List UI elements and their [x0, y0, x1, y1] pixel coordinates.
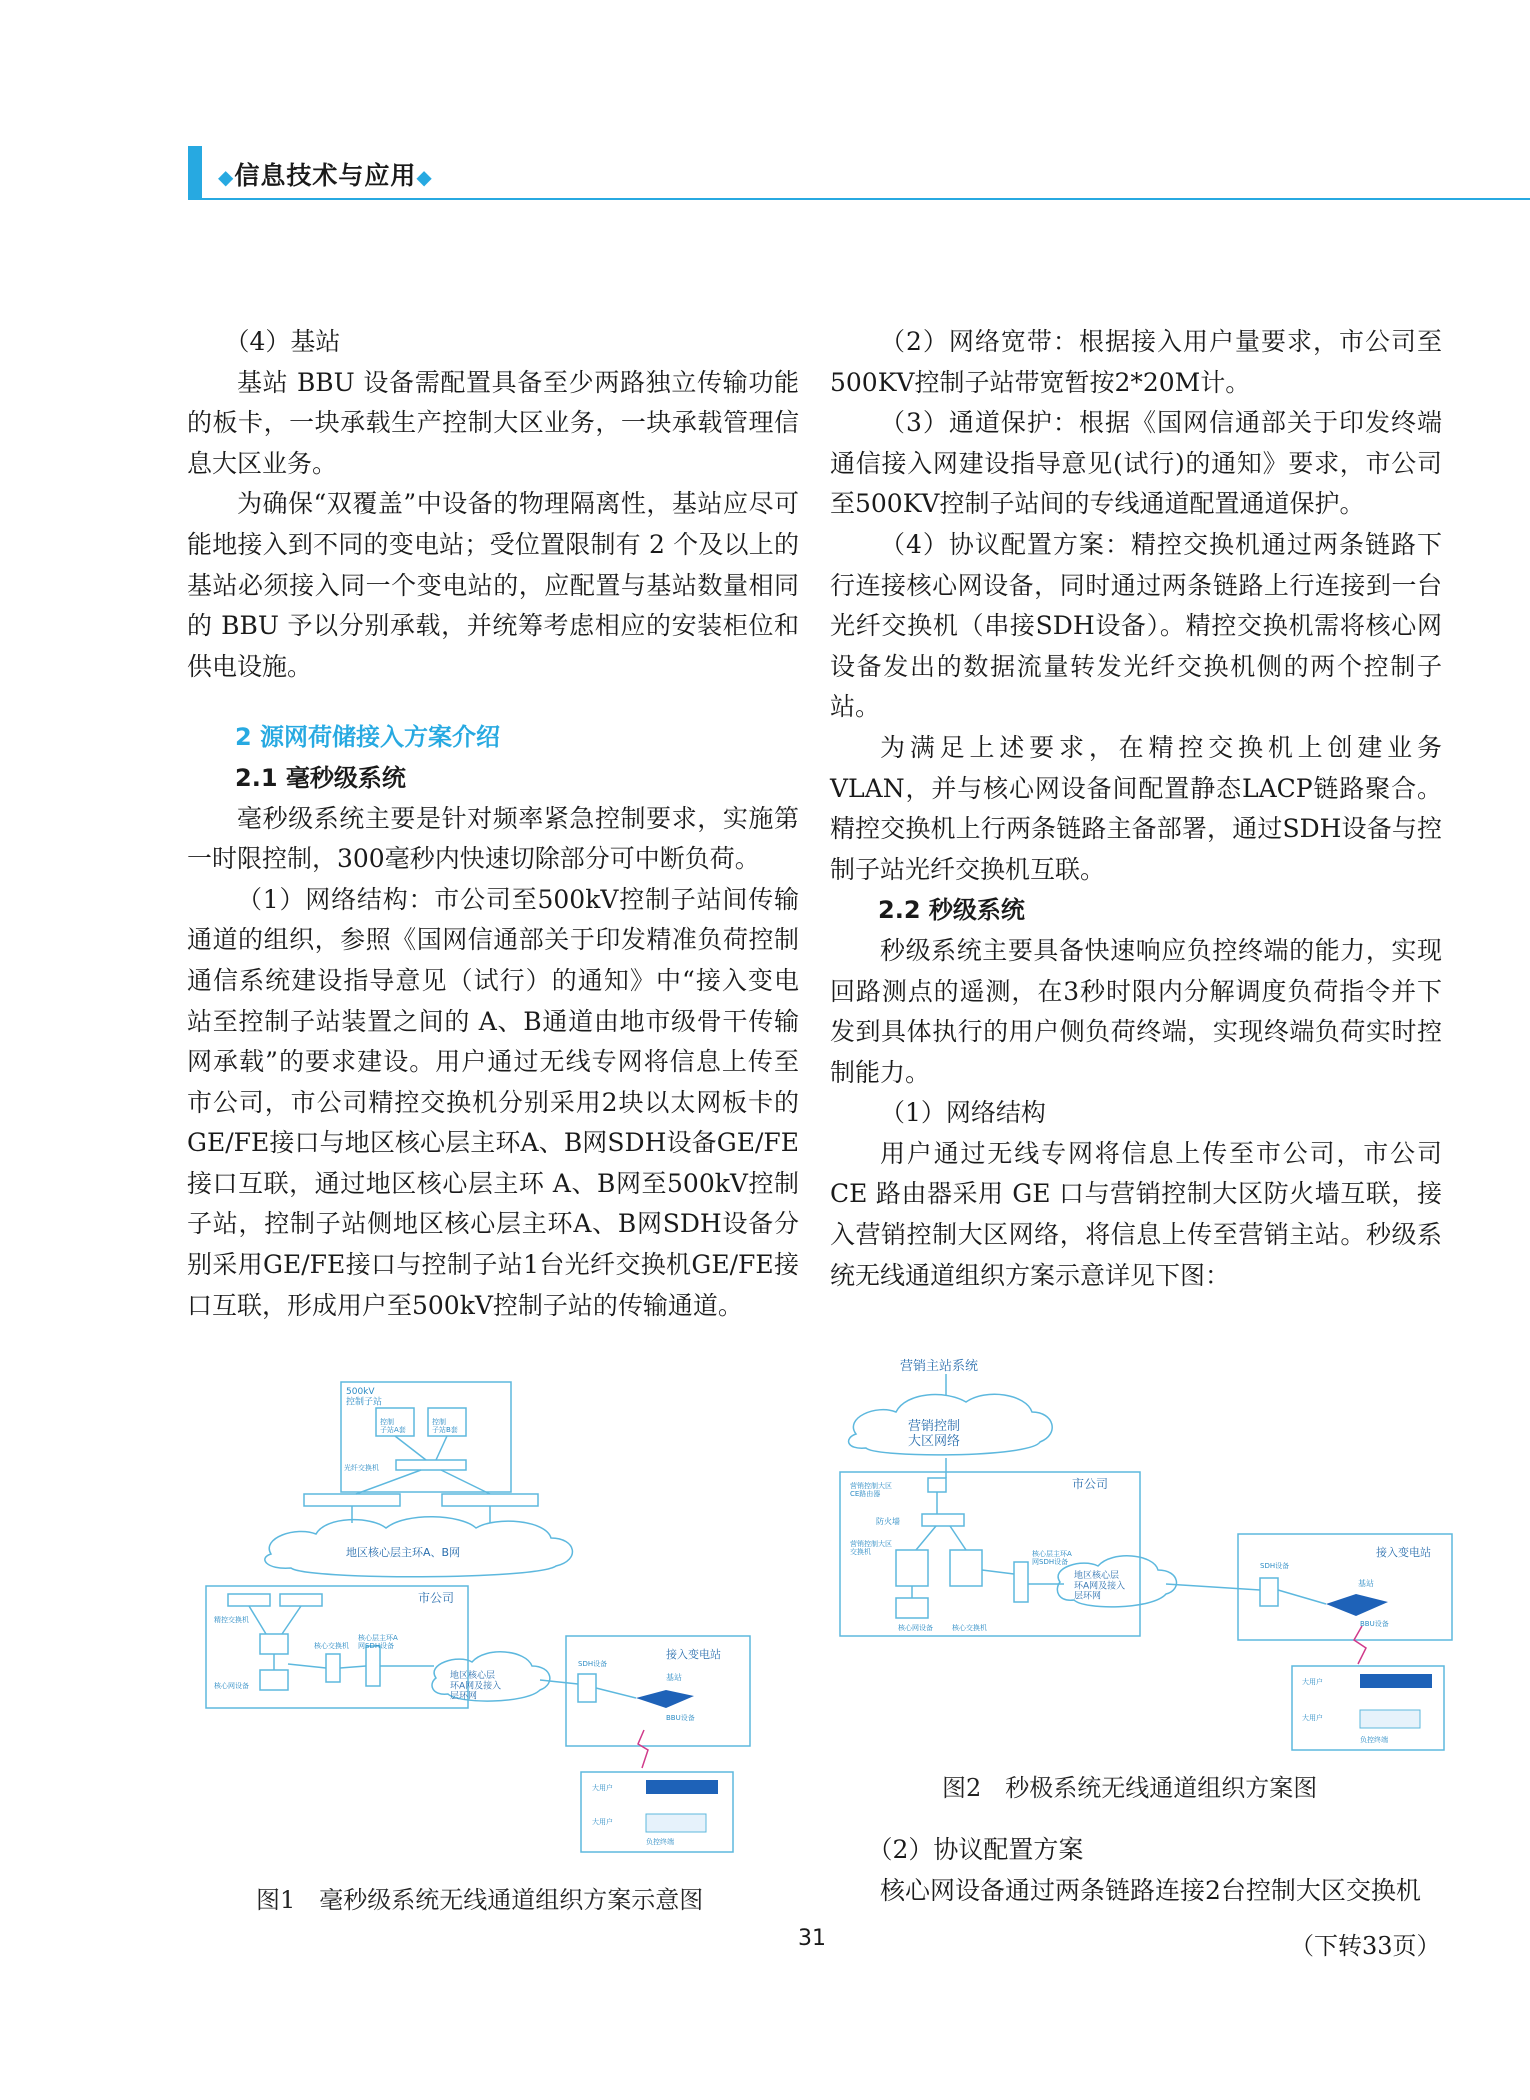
fig1-access-substation-box	[566, 1636, 750, 1746]
fig1-sdh-a-top	[304, 1494, 400, 1506]
diamond-icon: ◆	[416, 165, 433, 189]
paragraph: （2）网络宽带：根据接入用户量要求，市公司至500KV控制子站带宽暂按2*20M计。	[830, 327, 1442, 397]
svg-text:控制子站A套: 控制子站A套	[380, 1418, 406, 1435]
svg-text:控制子站B套: 控制子站B套	[432, 1418, 458, 1435]
svg-text:负控终端: 负控终端	[1360, 1736, 1388, 1744]
svg-text:地区核心层主环A、B网: 地区核心层主环A、B网	[346, 1546, 461, 1559]
svg-text:大用户: 大用户	[1302, 1678, 1323, 1686]
svg-text:营销主站系统: 营销主站系统	[900, 1359, 979, 1374]
svg-text:精控交换机: 精控交换机	[214, 1616, 249, 1624]
svg-text:营销控制大区网络: 营销控制大区网络	[908, 1419, 961, 1449]
journal-section-title: ◆信息技术与应用◆	[218, 161, 433, 190]
svg-text:接入变电站: 接入变电站	[1376, 1546, 1431, 1559]
fig1-load-terminal-1	[646, 1780, 718, 1794]
fig2-load-terminal-2	[1360, 1710, 1420, 1728]
fig1-label-sub500: 500kV 控制子站	[346, 1387, 383, 1408]
svg-text:核心层主环A网SDH设备: 核心层主环A 网SDH设备	[1032, 1550, 1072, 1567]
fig2-load-terminal-1	[1360, 1674, 1432, 1688]
svg-text:SDH设备: SDH设备	[578, 1660, 608, 1668]
svg-text:核心交换机: 核心交换机	[952, 1624, 987, 1632]
svg-text:地区核心层环A网及接入层环网: 地区核心层环A网及接入层环网	[1074, 1571, 1126, 1602]
fig2-city-box	[840, 1472, 1140, 1636]
paragraph: 核心网设备通过两条链路连接2台控制大区交换机	[880, 1875, 1421, 1905]
fig1-bbu-device	[636, 1690, 694, 1708]
svg-text:基站: 基站	[666, 1673, 682, 1682]
svg-text:光纤交换机: 光纤交换机	[344, 1464, 379, 1472]
right-text-after-figure	[830, 1830, 1442, 1911]
svg-text:大用户: 大用户	[1302, 1714, 1323, 1722]
svg-text:营销控制大区交换机: 营销控制大区交换机	[850, 1540, 892, 1557]
fig1-sdh-b-top	[442, 1494, 538, 1506]
svg-text:负控终端: 负控终端	[646, 1838, 674, 1846]
svg-text:核心层主环A网SDH设备: 核心层主环A 网SDH设备	[358, 1634, 398, 1651]
right-text-column	[830, 322, 1442, 1296]
svg-text:核心网设备: 核心网设备	[214, 1682, 249, 1690]
svg-text:核心网设备: 核心网设备	[898, 1624, 933, 1632]
diamond-icon: ◆	[218, 165, 235, 189]
svg-text:基站: 基站	[1358, 1579, 1374, 1588]
svg-text:营销控制大区CE路由器: 营销控制大区 CE路由器	[850, 1482, 892, 1499]
paragraph: 毫秒级系统主要是针对频率紧急控制要求，实施第一时限控制，300毫秒内快速切除部分可中断负荷。	[187, 803, 799, 874]
paragraph: （1）网络结构：市公司至500kV控制子站间传输通道的组织，参照《国网信通部关于印发精准负荷控制通信系统建设指导意见（试行）的通知》中“接入变电站至控制子站装置之间的 A、B通道由地市级骨干传输网承载”的要求建设。用户通过无线专网将信息上传至市公司，市公司精控交换机分别采用2块以太网板卡的GE/FE接口与地区核心层主环A、B网SDH设备GE/FE接口互联，通过地区核心层主环 A、B网至500kV控制子站，控制子站侧地区核心层主环A、B网SDH设备分别采用GE/FE接口与控制子站1台光纤交换机GE/FE接口互联，形成用户至500kV控制子站的传输通道。	[187, 884, 799, 1320]
svg-text:大用户: 大用户	[592, 1818, 613, 1826]
paragraph: （1）网络结构	[880, 1098, 1046, 1128]
fig1-fiber-switch	[396, 1460, 466, 1470]
svg-text:市公司: 市公司	[418, 1591, 455, 1605]
svg-text:接入变电站: 接入变电站	[666, 1648, 721, 1661]
svg-text:防火墙: 防火墙	[876, 1517, 900, 1526]
figure-1-diagram	[196, 1378, 796, 1856]
figure-1-caption: 图1 毫秒级系统无线通道组织方案示意图	[256, 1886, 704, 1914]
svg-text:BBU设备: BBU设备	[1360, 1620, 1389, 1628]
svg-text:BBU设备: BBU设备	[666, 1714, 695, 1722]
paragraph: （2）协议配置方案	[867, 1835, 1084, 1864]
paragraph: 为确保“双覆盖”中设备的物理隔离性，基站应尽可能地接入到不同的变电站；受位置限制有 2 个及以上的基站必须接入同一个变电站的，应配置与基站数量相同的 BBU 予以分别承载，并统筹考虑相应的安装柜位和供电设施。	[187, 489, 799, 681]
paragraph: 秒级系统主要具备快速响应负控终端的能力，实现回路测点的遥测，在3秒时限内分解调度负荷指令并下发到具体执行的用户侧负荷终端，实现终端负荷实时控制能力。	[830, 935, 1442, 1087]
paragraph: （4）基站	[224, 327, 341, 356]
paragraph: 为满足上述要求，在精控交换机上创建业务VLAN，并与核心网设备间配置静态LACP链路聚合。精控交换机上行两条链路主备部署，通过SDH设备与控制子站光纤交换机互联。	[830, 732, 1442, 884]
section-heading: 2 源网荷储接入方案介绍	[235, 723, 501, 752]
svg-text:地区核心层环A网及接入层环网: 地区核心层环A网及接入层环网	[450, 1671, 502, 1702]
paragraph: （4）协议配置方案：精控交换机通过两条链路下行连接核心网设备，同时通过两条链路上行连接到一台光纤交换机（串接SDH设备）。精控交换机需将核心网设备发出的数据流量转发光纤交换机侧的两个控制子站。	[830, 529, 1442, 722]
fig2-bbu-device	[1326, 1594, 1388, 1616]
left-text-column	[187, 322, 799, 1326]
header-rule	[202, 198, 1530, 200]
paragraph: 用户通过无线专网将信息上传至市公司，市公司CE 路由器采用 GE 口与营销控制大区防火墙互联，接入营销控制大区网络，将信息上传至营销主站。秒级系统无线通道组织方案示意详见下图：	[830, 1138, 1442, 1290]
svg-text:市公司: 市公司	[1072, 1477, 1109, 1491]
page-number: 31	[798, 1926, 826, 1951]
paragraph-gap	[187, 687, 799, 717]
svg-text:大用户: 大用户	[592, 1784, 613, 1792]
figure-2-caption: 图2 秒极系统无线通道组织方案图	[942, 1774, 1318, 1802]
paragraph: 基站 BBU 设备需配置具备至少两路独立传输功能的板卡，一块承载生产控制大区业务，一块承载管理信息大区业务。	[187, 367, 799, 478]
svg-text:SDH设备: SDH设备	[1260, 1562, 1290, 1570]
svg-text:核心交换机: 核心交换机	[314, 1642, 349, 1650]
paragraph: （3）通道保护：根据《国网信通部关于印发终端通信接入网建设指导意见(试行)的通知》要求，市公司至500KV控制子站间的专线通道配置通道保护。	[830, 408, 1442, 519]
subsection-heading: 2.1 毫秒级系统	[235, 763, 406, 792]
header-accent-bar	[188, 146, 202, 200]
continued-note: （下转33页）	[1290, 1932, 1441, 1960]
fig1-load-terminal-2	[646, 1814, 706, 1832]
subsection-heading: 2.2 秒级系统	[878, 896, 1025, 925]
figure-2-diagram	[836, 1354, 1458, 1758]
